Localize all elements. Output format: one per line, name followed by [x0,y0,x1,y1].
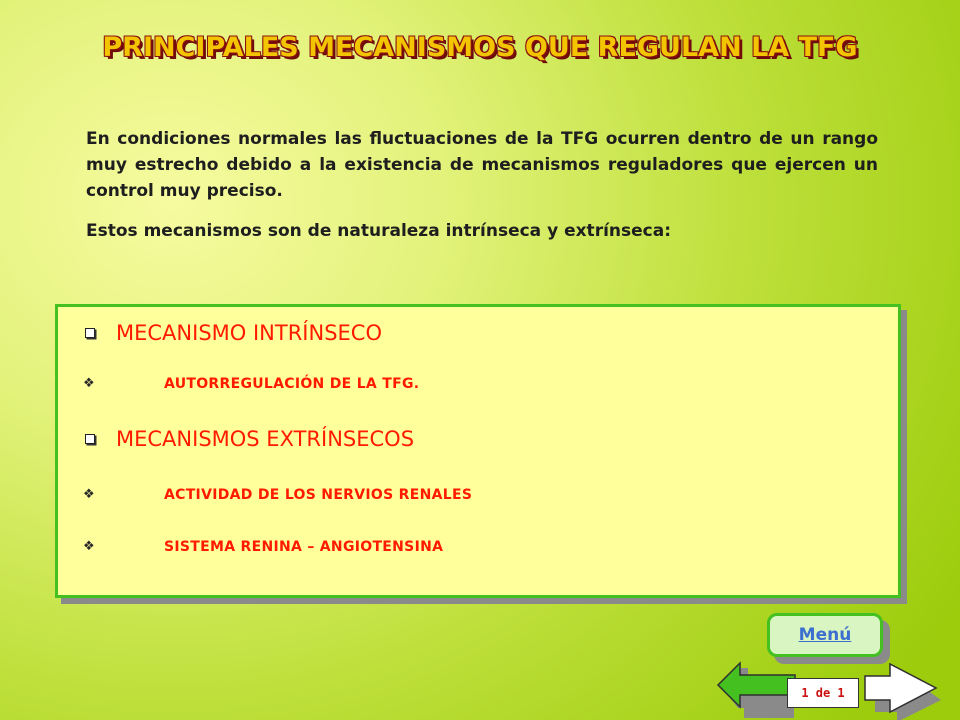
menu-button[interactable]: Menú [767,613,883,657]
extrinsic-heading-label: MECANISMOS EXTRÍNSECOS [116,427,415,451]
intro-paragraph-2: Estos mecanismos son de naturaleza intrínseca y extrínseca: [86,221,671,241]
intrinsic-heading-label: MECANISMO INTRÍNSECO [116,321,382,345]
autoregulation-label: AUTORREGULACIÓN DE LA TFG. [164,376,420,392]
renal-nerves-label: ACTIVIDAD DE LOS NERVIOS RENALES [164,487,473,503]
diamond-bullet-icon: ❖ [83,539,95,554]
square-bullet-icon [85,434,95,444]
list-item-renal-nerves [83,484,472,506]
list-item-autoregulation [83,373,419,395]
page-indicator: 1 de 1 [787,678,859,708]
slide-title: PRINCIPALES MECANISMOS QUE REGULAN LA TFG [102,32,858,63]
list-item-renin-angiotensin [83,536,443,558]
square-bullet-icon [85,328,95,338]
list-item-extrinsic-heading [85,425,414,453]
mechanisms-box [55,304,901,598]
intro-paragraph: En condiciones normales las fluctuaciones de la TFG ocurren dentro de un rango muy estrecho debido a la existencia de mecanismos reguladores que ejercen un control muy preciso. [86,129,878,201]
diamond-bullet-icon: ❖ [83,376,95,391]
list-item-intrinsic-heading [85,319,382,347]
diamond-bullet-icon: ❖ [83,487,95,502]
renin-angiotensin-label: SISTEMA RENINA – ANGIOTENSINA [164,539,444,555]
